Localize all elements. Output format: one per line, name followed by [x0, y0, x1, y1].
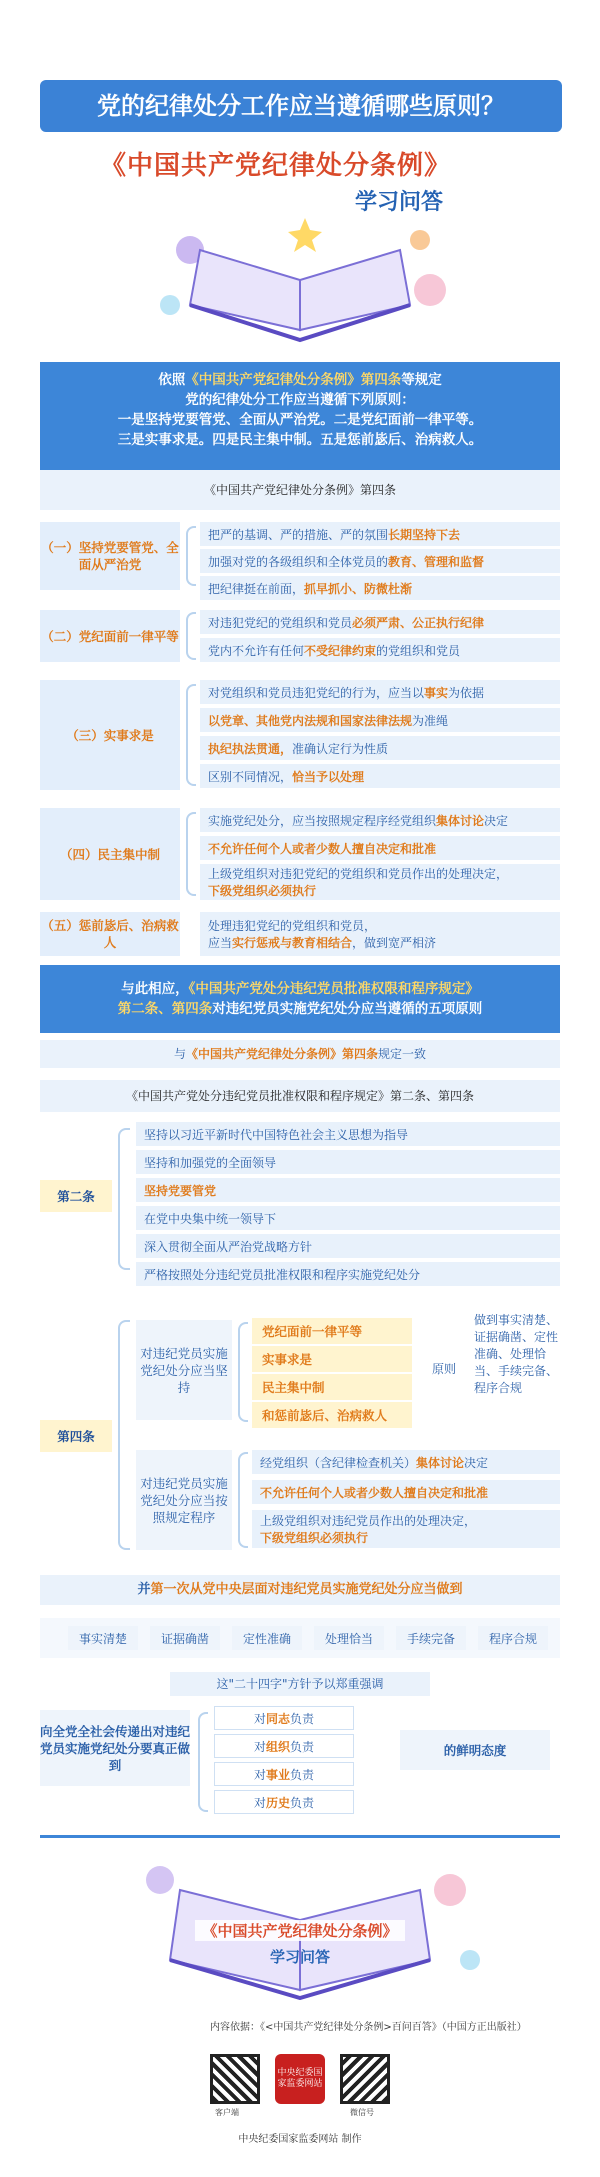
divider — [40, 1835, 560, 1838]
principle-line: 对违犯党纪的党组织和党员 必须严肃、公正执行纪律 — [200, 610, 560, 634]
qr-caption: 客户端 — [215, 2108, 239, 2117]
qr-caption: 微信号 — [350, 2108, 374, 2117]
qr-code-left[interactable] — [210, 2054, 260, 2104]
attitude-right: 的鲜明态度 — [400, 1730, 550, 1770]
article2-item: 坚持和加强党的全面领导 — [136, 1150, 560, 1174]
open-book-illustration — [130, 210, 470, 350]
emphasis-note: 这"二十四字"方针予以郑重强调 — [170, 1672, 430, 1696]
intro-panel — [40, 362, 560, 472]
page-title: 党的纪律处分工作应当遵循哪些原则？ — [40, 80, 562, 132]
intro-text: 等规定 — [401, 372, 442, 388]
principle-word: 原则 — [432, 1362, 457, 1376]
article4-procedure: 不允许任何个人或者少数人 擅自决定和批准 — [252, 1480, 560, 1504]
subtitle: 学习问答 — [355, 190, 444, 215]
principle-line: 处理违犯党纪的党组织和党员， 应当实行惩戒与教育相结合，做到宽严相济 — [200, 912, 560, 956]
principle-tag: 定性准确 — [232, 1626, 302, 1650]
intro-line: 一是坚持党要管党、全面从严治党。二是党纪面前一律平等。 — [117, 412, 483, 428]
article4-group2-label: 对违纪党员实施党纪处分应当按照规定程序 — [136, 1450, 232, 1550]
article4-label: 第四条 — [40, 1420, 112, 1452]
principle-3-label: （三）实事求是 — [40, 680, 180, 790]
article4-procedure: 上级党组织对违纪党员作出的处理决定， 下级党组织必须执行 — [252, 1510, 560, 1548]
article4-principle: 和惩前毖后、治病救人 — [252, 1402, 412, 1428]
principle-line: 把严的基调、严的措施、严的氛围 长期坚持下去 — [200, 522, 560, 546]
intro-line: 党的纪律处分工作应当遵循下列原则： — [185, 392, 415, 408]
responsibility-item: 对 事业 负责 — [214, 1762, 354, 1786]
brace — [186, 684, 196, 786]
principle-line: 不允许任何个人或者少数人 擅自决定和批准 — [200, 836, 560, 860]
principle-line: 实施党纪处分，应当按照规定程序经党组织 集体讨论 决定 — [200, 808, 560, 832]
principle-1-label: （一）坚持党要管党、全面从严治党 — [40, 522, 180, 590]
principle-line: 以党章、其他党内法规和国家法律法规 为准绳 — [200, 708, 560, 732]
brace — [118, 1128, 130, 1270]
bottom-book-title: 《中国共产党纪律处分条例》 — [195, 1920, 405, 1941]
article4-requirements: 做到事实清楚、证据确凿、定性准确、处理恰当、手续完备、程序合规 — [474, 1313, 559, 1395]
article2-item: 深入贯彻全面从严治党战略方针 — [136, 1234, 560, 1258]
source-reference: 《中国共产党处分违纪党员批准权限和程序规定》第二条、第四条 — [40, 1080, 560, 1112]
principle-4-label: （四）民主集中制 — [40, 808, 180, 900]
principle-line: 对党组织和党员违犯党纪的行为，应当以 事实 为依据 — [200, 680, 560, 704]
credit: 中央纪委国家监委网站 制作 — [238, 2134, 362, 2145]
brace — [186, 612, 196, 660]
article2-item: 坚持以习近平新时代中国特色社会主义思想为指导 — [136, 1122, 560, 1146]
responsibility-item: 对 历史 负责 — [214, 1790, 354, 1814]
qr-code-right[interactable] — [340, 2054, 390, 2104]
article2-item: 严格按照处分违纪党员批准权限和程序实施党纪处分 — [136, 1262, 560, 1286]
book-title: 《中国共产党纪律处分条例》 — [100, 151, 452, 181]
intro-text: 依照 — [158, 372, 186, 388]
first-time-note: 并第一次从党中央层面对违纪党员实施党纪处分应当做到 — [40, 1575, 560, 1605]
attitude-left: 向全党全社会传递出对违纪党员实施党纪处分要真正做到 — [40, 1710, 190, 1786]
brace — [186, 812, 196, 896]
source-reference: 《中国共产党纪律处分条例》第四条 — [40, 470, 560, 510]
principle-2-label: （二）党纪面前一律平等 — [40, 610, 180, 662]
article2-item: 在党中央集中统一领导下 — [136, 1206, 560, 1230]
article2-item: 坚持党要管党 — [136, 1178, 560, 1202]
principle-tag: 处理恰当 — [314, 1626, 384, 1650]
principle-tag: 证据确凿 — [150, 1626, 220, 1650]
source-note: 内容依据：《<中国共产党纪律处分条例>百问百答》（中国方正出版社） — [210, 2022, 527, 2033]
principle-line: 区别不同情况， 恰当予以处理 — [200, 764, 560, 788]
principle-tag: 程序合规 — [478, 1626, 548, 1650]
intro-line: 三是实事求是。四是民主集中制。五是惩前毖后、治病救人。 — [117, 432, 483, 448]
article4-principle: 党纪面前一律平等 — [252, 1318, 412, 1344]
principle-line: 执纪执法贯通， 准确认定行为性质 — [200, 736, 560, 760]
principle-tag: 手续完备 — [396, 1626, 466, 1650]
principle-5-label: （五）惩前毖后、治病救人 — [40, 912, 180, 956]
article2-label: 第二条 — [40, 1180, 112, 1212]
principle-line: 党内不允许有任何 不受纪律约束 的党组织和党员 — [200, 638, 560, 662]
principle-line: 加强对党的各级组织和全体党员的 教育、管理和监督 — [200, 549, 560, 573]
article4-principle: 实事求是 — [252, 1346, 412, 1372]
brace — [238, 1322, 248, 1422]
consistent-note: 与《中国共产党纪律处分条例》第四条规定一致 — [40, 1040, 560, 1068]
intro-book-ref: 《中国共产党纪律处分条例》第四条 — [185, 372, 402, 388]
principle-line: 上级党组织对违犯党纪的党组织和党员作出的处理决定， 下级党组织必须执行 — [200, 864, 560, 900]
article4-procedure: 经党组织（含纪律检查机关） 集体讨论 决定 — [252, 1450, 560, 1474]
logo: 中央纪委国家监委网站 — [275, 2054, 325, 2104]
responsibility-item: 对 组织 负责 — [214, 1734, 354, 1758]
section2-panel: 与此相应，《中国共产党处分违纪党员批准权限和程序规定》 第二条、第四条对违纪党员实施党纪处分应当遵循的五项原则 — [40, 965, 560, 1033]
principle-line: 把纪律挺在前面， 抓早抓小、防微杜渐 — [200, 576, 560, 600]
brace — [238, 1452, 248, 1548]
brace — [198, 1712, 208, 1812]
article4-principle: 民主集中制 — [252, 1374, 412, 1400]
principle-tag: 事实清楚 — [68, 1626, 138, 1650]
bottom-subtitle: 学习问答 — [269, 1948, 330, 1966]
article4-group1-label: 对违纪党员实施党纪处分应当坚持 — [136, 1320, 232, 1420]
brace — [118, 1320, 130, 1550]
responsibility-item: 对 同志 负责 — [214, 1706, 354, 1730]
brace — [186, 526, 196, 586]
